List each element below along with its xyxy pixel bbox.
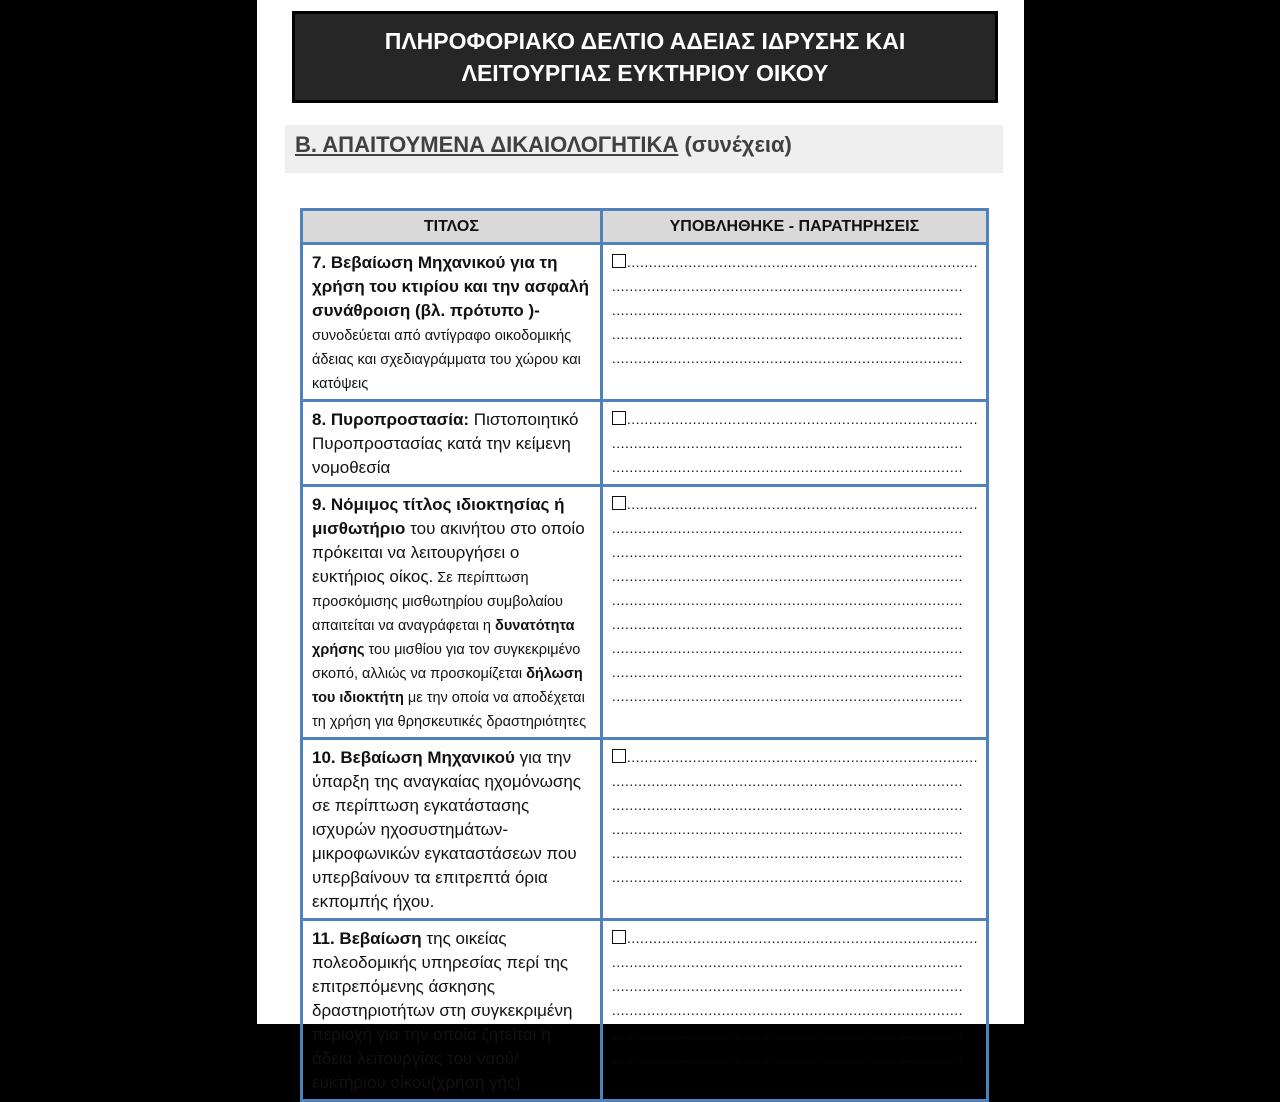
- documents-table: [300, 208, 989, 1102]
- row-11-text: της οικείας πολεοδομικής υπηρεσίας περί της επιτρεπόμενης άσκησης δραστηριοτήτων στη συγκεκριμένη περιοχή για την οποία ζητείται η άδεια λειτουργίας του ναού/ευκτήριου οίκου(χρήση γής): [312, 929, 573, 1092]
- section-heading-main: Β. ΑΠΑΙΤΟΥΜΕΝΑ ΔΙΚΑΙΟΛΟΓΗΤΙΚΑ: [295, 132, 679, 157]
- remarks-line[interactable]: ................................................................................: [611, 688, 963, 704]
- row-9-small-text-1: Σε περίπτωση προσκόμισης μισθωτηρίου συμβολαίου απαιτείται να αναγράφεται η: [312, 570, 563, 634]
- row-8-remarks-cell[interactable]: [601, 401, 987, 486]
- table-header-row: [302, 210, 988, 244]
- row-7-bold-text: 7. Βεβαίωση Μηχανικού για τη χρήση του κτιρίου και την ασφαλή συνάθροιση (βλ. πρότυπο )-: [312, 253, 590, 320]
- row-10-text: για την ύπαρξη της αναγκαίας ηχομόνωσης σε περίπτωση εγκατάστασης ισχυρών ηχοσυστημάτων-μικροφωνικών εγκαταστάσεων που υπερβαίνουν τα επιτρεπτά όρια εκπομπής ήχου.: [312, 748, 581, 911]
- remarks-line[interactable]: ................................................................................: [611, 664, 963, 680]
- remarks-line[interactable]: ................................................................................: [611, 435, 963, 451]
- remarks-line[interactable]: ................................................................................: [611, 568, 963, 584]
- row-9-checkbox[interactable]: [612, 496, 626, 510]
- remarks-line[interactable]: ................................................................................: [626, 930, 978, 946]
- column-header-remarks: ΥΠΟΒΛΗΘΗΚΕ - ΠΑΡΑΤΗΡΗΣΕΙΣ: [601, 210, 987, 244]
- remarks-line[interactable]: ................................................................................: [626, 254, 978, 270]
- row-7-title-cell: [302, 244, 602, 401]
- row-8-title-cell: [302, 401, 602, 486]
- remarks-line[interactable]: ................................................................................: [611, 640, 963, 656]
- table-row: [302, 920, 988, 1101]
- section-heading-suffix: (συνέχεια): [678, 132, 792, 157]
- column-header-title: ΤΙΤΛΟΣ: [302, 210, 602, 244]
- remarks-line[interactable]: ................................................................................: [611, 520, 963, 536]
- document-page: [257, 0, 1024, 1092]
- row-7-small-text: συνοδεύεται από αντίγραφο οικοδομικής άδειας και σχεδιαγράμματα του χώρου και κατόψεις: [312, 328, 581, 392]
- remarks-line[interactable]: ................................................................................: [611, 592, 963, 608]
- remarks-line[interactable]: ................................................................................: [611, 845, 963, 861]
- row-9-small-text-3: με την οποία να αποδέχεται τη χρήση για θρησκευτικές δραστηριότητες: [312, 690, 587, 730]
- remarks-line[interactable]: ................................................................................: [611, 1050, 963, 1066]
- row-10-remarks-cell[interactable]: [601, 739, 987, 920]
- remarks-line[interactable]: ................................................................................: [611, 278, 963, 294]
- row-11-title-cell: [302, 920, 602, 1101]
- row-11-checkbox[interactable]: [612, 930, 626, 944]
- row-9-text: του ακινήτου στο οποίο πρόκειται να λειτουργήσει ο ευκτήριος οίκος.: [312, 519, 585, 586]
- remarks-line[interactable]: ................................................................................: [611, 1026, 963, 1042]
- row-9-title-cell: [302, 486, 602, 739]
- row-10-checkbox[interactable]: [612, 749, 626, 763]
- remarks-line[interactable]: ................................................................................: [626, 749, 978, 765]
- row-8-text: Πιστοποιητικό Πυροπροστασίας κατά την κείμενη νομοθεσία: [312, 410, 579, 477]
- row-11-bold-text: 11. Βεβαίωση: [312, 929, 422, 948]
- row-10-title-cell: [302, 739, 602, 920]
- row-11-remarks-cell[interactable]: [601, 920, 987, 1101]
- row-8-checkbox[interactable]: [612, 411, 626, 425]
- row-9-small-text-2: του μισθίου για τον συγκεκριμένο σκοπό, αλλιώς να προσκομίζεται: [312, 642, 581, 682]
- table-row: [302, 401, 988, 486]
- table-row: [302, 486, 988, 739]
- remarks-line[interactable]: ................................................................................: [611, 326, 963, 342]
- remarks-line[interactable]: ................................................................................: [611, 821, 963, 837]
- row-10-bold-text: 10. Βεβαίωση Μηχανικού: [312, 748, 515, 767]
- remarks-line[interactable]: ................................................................................: [611, 544, 963, 560]
- remarks-line[interactable]: ................................................................................: [611, 954, 963, 970]
- remarks-line[interactable]: ................................................................................: [611, 773, 963, 789]
- table-row: [302, 244, 988, 401]
- remarks-line[interactable]: ................................................................................: [611, 616, 963, 632]
- row-9-bold-text-2: δυνατότητα χρήσης: [312, 618, 575, 658]
- remarks-line[interactable]: ................................................................................: [611, 978, 963, 994]
- row-7-remarks-cell[interactable]: [601, 244, 987, 401]
- remarks-line[interactable]: ................................................................................: [611, 350, 963, 366]
- document-title-box: [292, 11, 998, 103]
- remarks-line[interactable]: ................................................................................: [611, 459, 963, 475]
- remarks-line[interactable]: ................................................................................: [611, 1002, 963, 1018]
- section-heading: [285, 125, 1003, 173]
- remarks-line[interactable]: ................................................................................: [611, 869, 963, 885]
- row-7-checkbox[interactable]: [612, 254, 626, 268]
- remarks-line[interactable]: ................................................................................: [626, 496, 978, 512]
- row-9-remarks-cell[interactable]: [601, 486, 987, 739]
- row-9-bold-text-3: δήλωση του ιδιοκτήτη: [312, 666, 583, 706]
- row-9-bold-text: 9. Νόμιμος τίτλος ιδιοκτησίας ή μισθωτήριο: [312, 495, 565, 538]
- table-row: [302, 739, 988, 920]
- document-title-line-1: ΠΛΗΡΟΦΟΡΙΑΚΟ ΔΕΛΤΙΟ ΑΔΕΙΑΣ ΙΔΡΥΣΗΣ ΚΑΙ: [384, 28, 906, 54]
- document-title-line-2: ΛΕΙΤΟΥΡΓΙΑΣ ΕΥΚΤΗΡΙΟΥ ΟΙΚΟΥ: [461, 60, 829, 86]
- remarks-line[interactable]: ................................................................................: [611, 302, 963, 318]
- remarks-line[interactable]: ................................................................................: [611, 797, 963, 813]
- row-8-bold-text: 8. Πυροπροστασία:: [312, 410, 470, 429]
- remarks-line[interactable]: ................................................................................: [626, 411, 978, 427]
